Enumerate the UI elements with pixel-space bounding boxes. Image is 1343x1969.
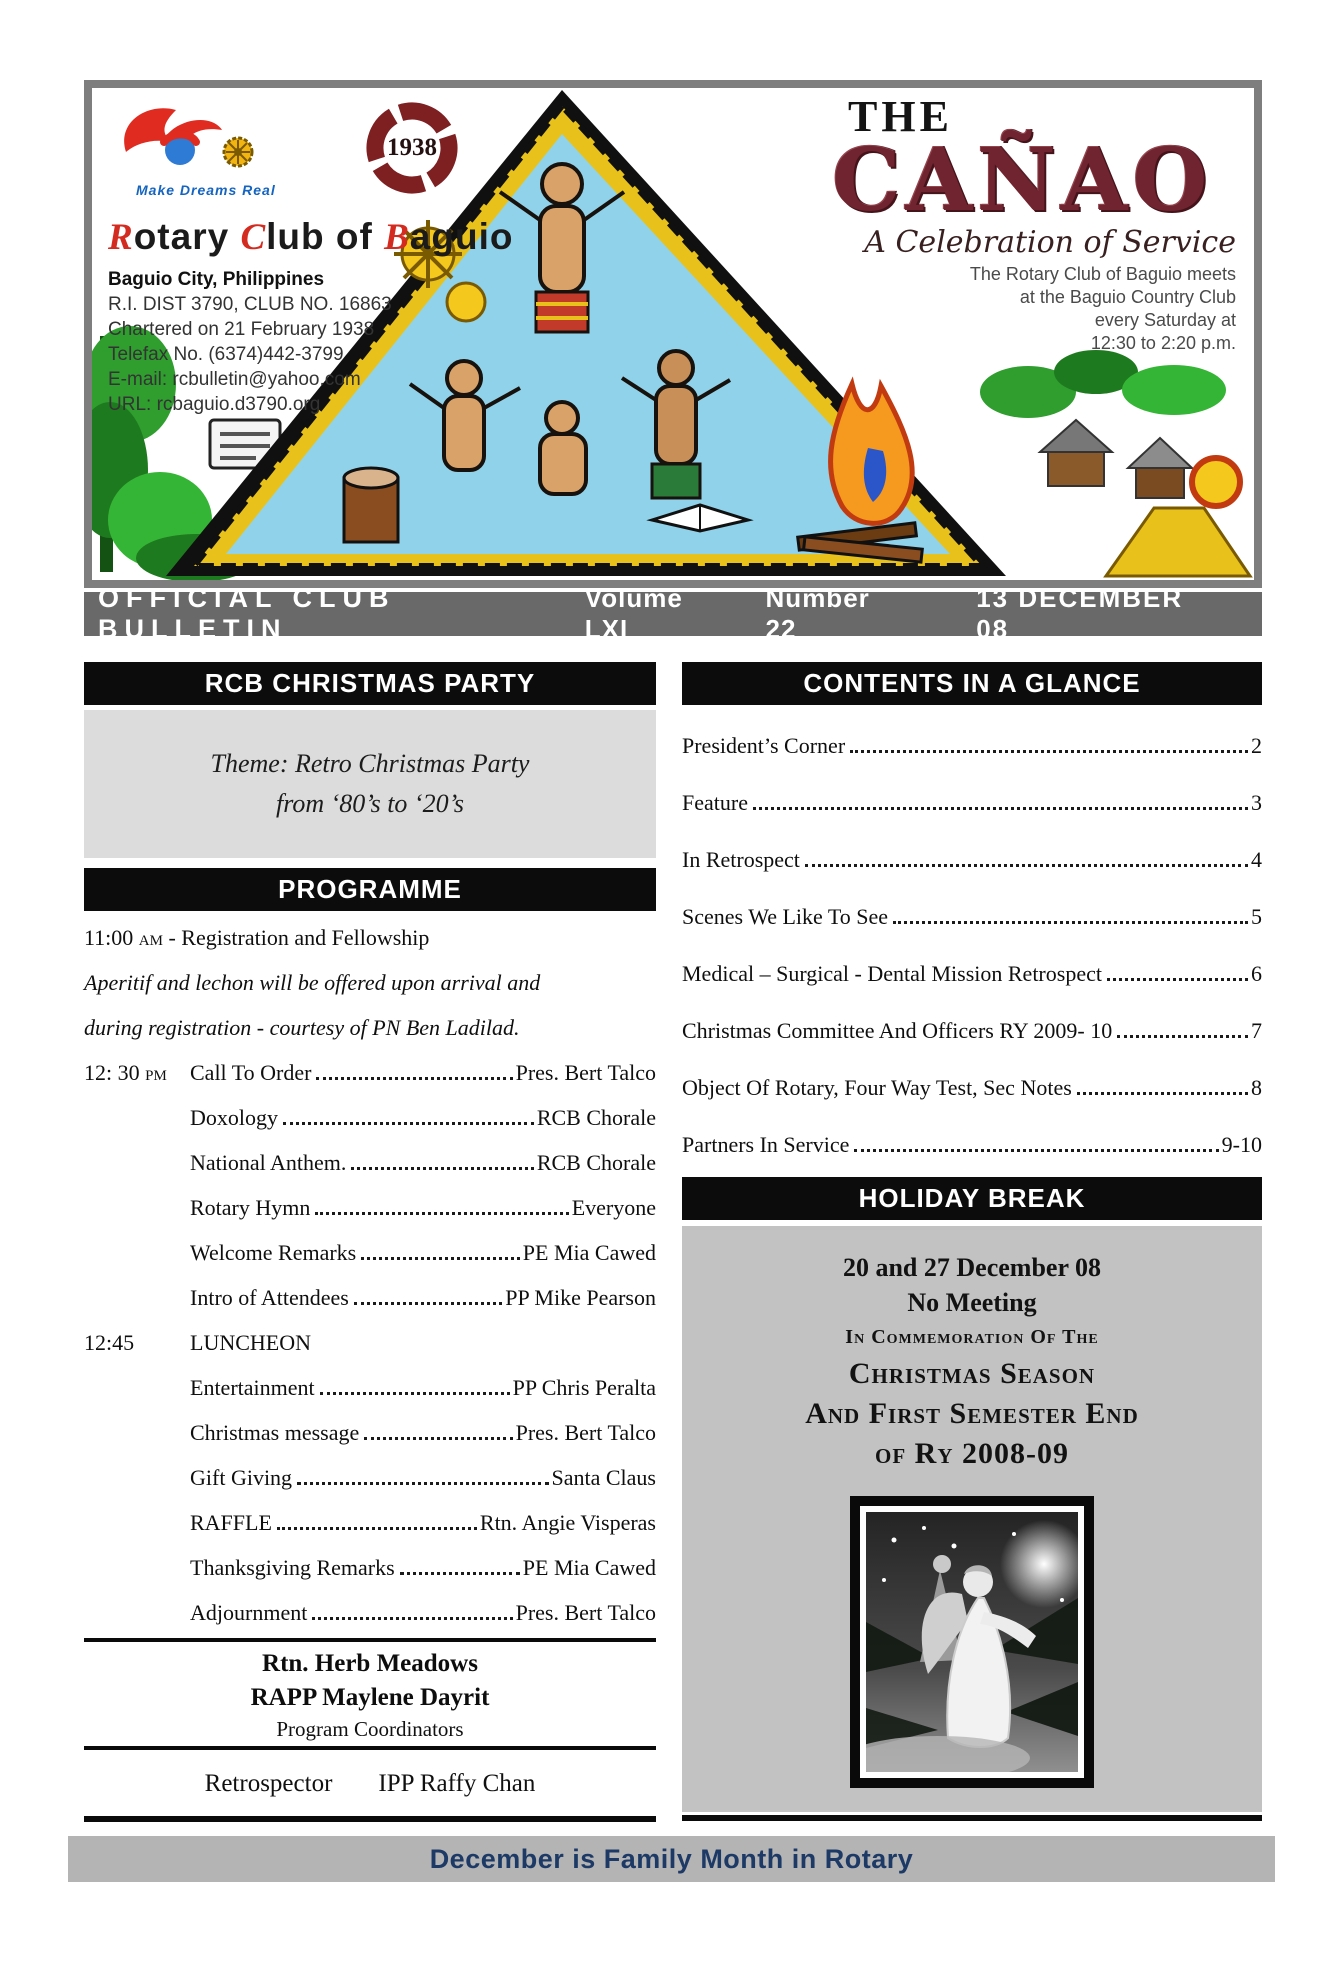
dot-leader bbox=[1077, 1092, 1248, 1095]
toc-page-number: 2 bbox=[1251, 733, 1262, 758]
programme-row bbox=[84, 1230, 656, 1275]
programme-person: PE Mia Cawed bbox=[522, 1240, 656, 1265]
toc-label: In Retrospect bbox=[682, 847, 800, 872]
club-info-line: E-mail: rcbulletin@yahoo.com bbox=[108, 369, 361, 390]
contents-header: CONTENTS IN A GLANCE bbox=[682, 662, 1262, 705]
footer-bar bbox=[68, 1836, 1275, 1882]
programme-person: Pres. Bert Talco bbox=[515, 1600, 656, 1625]
toc-page-number: 4 bbox=[1251, 847, 1262, 872]
programme-time: 12: 30 pm bbox=[84, 1060, 167, 1085]
holiday-box bbox=[682, 1226, 1262, 1812]
christmas-party-header: RCB CHRISTMAS PARTY bbox=[84, 662, 656, 705]
rotary-wheel-icon bbox=[224, 138, 252, 166]
dot-leader bbox=[351, 1167, 533, 1170]
bottom-rule bbox=[84, 1816, 656, 1822]
meeting-info-line: The Rotary Club of Baguio meets bbox=[969, 264, 1236, 284]
programme-person: Santa Claus bbox=[551, 1465, 656, 1490]
meeting-info-line: 12:30 to 2:20 p.m. bbox=[1090, 333, 1236, 353]
dot-leader bbox=[277, 1527, 477, 1530]
bulletin-title-the: THE bbox=[848, 92, 953, 141]
programme-intro bbox=[84, 915, 656, 960]
programme-person: PP Mike Pearson bbox=[505, 1285, 656, 1310]
programme-time: 12:45 bbox=[84, 1330, 135, 1355]
toc-label: Scenes We Like To See bbox=[682, 904, 889, 929]
dot-leader bbox=[1117, 1035, 1248, 1038]
meeting-info bbox=[832, 263, 1236, 355]
toc-row bbox=[682, 1116, 1262, 1173]
holiday-line-3: In Commemoration Of The bbox=[845, 1326, 1099, 1348]
holiday-line-4: Christmas Season bbox=[848, 1357, 1096, 1390]
charter-year: 1938 bbox=[387, 134, 437, 161]
logo-row bbox=[108, 96, 598, 208]
programme-activity: Entertainment bbox=[190, 1375, 315, 1400]
coordinators-block bbox=[84, 1645, 656, 1743]
programme-row bbox=[84, 1545, 656, 1590]
mdr-tagline: Make Dreams Real bbox=[136, 182, 276, 198]
right-column bbox=[682, 662, 1262, 1824]
divider-rule bbox=[84, 1746, 656, 1750]
dot-leader bbox=[893, 921, 1248, 924]
toc-row bbox=[682, 888, 1262, 945]
toc-list bbox=[682, 717, 1262, 1173]
bulletin-title: CAÑAO bbox=[832, 130, 1213, 231]
programme-activity: National Anthem. bbox=[190, 1150, 347, 1175]
dot-leader bbox=[400, 1572, 520, 1575]
wordmark-initial: C bbox=[240, 217, 267, 258]
banner-volume: Volume LXI bbox=[584, 583, 683, 644]
programme-activity: LUNCHEON bbox=[190, 1330, 311, 1355]
programme-person: Everyone bbox=[571, 1195, 656, 1220]
toc-page-number: 8 bbox=[1251, 1075, 1262, 1100]
bulletin-banner bbox=[84, 583, 1262, 644]
programme-activity: Christmas message bbox=[190, 1420, 360, 1445]
programme-activity: Call To Order bbox=[190, 1060, 312, 1085]
programme-row bbox=[84, 1275, 656, 1320]
dot-leader bbox=[297, 1482, 548, 1485]
programme-row bbox=[84, 1320, 656, 1365]
coordinators-role: Program Coordinators bbox=[276, 1717, 464, 1741]
dot-leader bbox=[312, 1617, 512, 1620]
programme-person: RCB Chorale bbox=[536, 1105, 656, 1130]
bottom-rule bbox=[682, 1815, 1262, 1821]
dot-leader bbox=[316, 1077, 512, 1080]
left-column bbox=[84, 662, 656, 1825]
programme-row bbox=[84, 1185, 656, 1230]
programme-activity: Welcome Remarks bbox=[190, 1240, 357, 1265]
club-info-line: URL: rcbaguio.d3790.org bbox=[108, 394, 321, 415]
wordmark-segment: otary bbox=[133, 216, 241, 257]
club-info-line: Chartered on 21 February 1938 bbox=[108, 319, 375, 340]
toc-page-number: 5 bbox=[1251, 904, 1262, 929]
toc-row bbox=[682, 774, 1262, 831]
programme-activity: Intro of Attendees bbox=[190, 1285, 349, 1310]
programme-list bbox=[84, 915, 656, 1635]
programme-header: PROGRAMME bbox=[84, 868, 656, 911]
toc-row bbox=[682, 1002, 1262, 1059]
banner-label: OFFICIAL CLUB BULLETIN bbox=[98, 583, 396, 644]
photo-frame bbox=[850, 1496, 1094, 1788]
programme-person: Rtn. Angie Visperas bbox=[479, 1510, 656, 1535]
programme-person: RCB Chorale bbox=[536, 1150, 656, 1175]
holiday-line-6: of Ry 2008-09 bbox=[875, 1437, 1069, 1470]
banner-number: Number 22 bbox=[765, 583, 870, 644]
programme-activity: Doxology bbox=[190, 1105, 278, 1130]
wordmark-segment: aguio bbox=[409, 216, 514, 257]
dot-leader bbox=[854, 1149, 1218, 1152]
toc-page-number: 6 bbox=[1251, 961, 1262, 986]
wordmark-initial: R bbox=[108, 217, 134, 258]
programme-activity: RAFFLE bbox=[190, 1510, 272, 1535]
retrospector-row bbox=[84, 1753, 656, 1813]
toc-page-number: 7 bbox=[1251, 1018, 1262, 1043]
dot-leader bbox=[1107, 978, 1248, 981]
toc-label: Object Of Rotary, Four Way Test, Sec Notes bbox=[682, 1075, 1072, 1100]
dot-leader bbox=[283, 1122, 534, 1125]
holiday-line-2: No Meeting bbox=[907, 1288, 1037, 1317]
programme-note-2: during registration - courtesy of PN Ben Ladilad. bbox=[84, 1015, 520, 1040]
programme-activity: Adjournment bbox=[190, 1600, 308, 1625]
footer-text: December is Family Month in Rotary bbox=[429, 1843, 914, 1874]
bulletin-subtitle: A Celebration of Service bbox=[864, 225, 1236, 260]
programme-row bbox=[84, 1500, 656, 1545]
dot-leader bbox=[320, 1392, 510, 1395]
programme-row bbox=[84, 1410, 656, 1455]
programme-activity: Gift Giving bbox=[190, 1465, 293, 1490]
toc-label: Partners In Service bbox=[682, 1132, 850, 1157]
programme-row bbox=[84, 1590, 656, 1635]
programme-person: PP Chris Peralta bbox=[512, 1375, 656, 1400]
club-info-line: R.I. DIST 3790, CLUB NO. 16863 bbox=[108, 294, 392, 315]
retrospector-name: IPP Raffy Chan bbox=[378, 1770, 536, 1797]
programme-intro-text: - Registration and Fellowship bbox=[168, 925, 430, 950]
programme-row bbox=[84, 1365, 656, 1410]
club-info-line: Baguio City, Philippines bbox=[108, 269, 325, 290]
programme-activity: Rotary Hymn bbox=[190, 1195, 311, 1220]
theme-line-1: Theme: Retro Christmas Party bbox=[210, 749, 530, 778]
dot-leader bbox=[364, 1437, 512, 1440]
toc-row bbox=[682, 945, 1262, 1002]
holiday-header: HOLIDAY BREAK bbox=[682, 1177, 1262, 1220]
programme-person: Pres. Bert Talco bbox=[515, 1060, 656, 1085]
dot-leader bbox=[805, 864, 1248, 867]
meeting-info-line: every Saturday at bbox=[1094, 310, 1236, 330]
retrospector-label: Retrospector bbox=[204, 1770, 333, 1797]
banner-date: 13 DECEMBER 08 bbox=[976, 583, 1184, 644]
dot-leader bbox=[361, 1257, 520, 1260]
dot-leader bbox=[315, 1212, 568, 1215]
toc-row bbox=[682, 831, 1262, 888]
programme-row bbox=[84, 1140, 656, 1185]
programme-row bbox=[84, 1455, 656, 1500]
toc-label: Feature bbox=[682, 790, 748, 815]
holiday-line-5: And First Semester End bbox=[805, 1397, 1139, 1430]
toc-row bbox=[682, 717, 1262, 774]
divider-rule bbox=[84, 1638, 656, 1642]
programme-activity: Thanksgiving Remarks bbox=[190, 1555, 395, 1580]
toc-row bbox=[682, 1059, 1262, 1116]
banner-volume-group bbox=[585, 583, 904, 645]
programme-row bbox=[84, 1095, 656, 1140]
party-theme-box bbox=[84, 710, 656, 858]
meeting-info-line: at the Baguio Country Club bbox=[1019, 287, 1236, 307]
programme-intro-time: 11:00 am bbox=[84, 925, 163, 950]
club-info-line: Telefax No. (6374)442-3799 bbox=[108, 344, 344, 365]
toc-page-number: 3 bbox=[1251, 790, 1262, 815]
dot-leader bbox=[354, 1302, 502, 1305]
angel-photo bbox=[866, 1512, 1078, 1772]
programme-note-1: Aperitif and lechon will be offered upon arrival and bbox=[84, 970, 541, 995]
masthead bbox=[84, 80, 1262, 588]
masthead-left-block bbox=[108, 96, 598, 417]
make-dreams-real-logo-icon bbox=[114, 98, 284, 182]
toc-label: President’s Corner bbox=[682, 733, 846, 758]
masthead-right-block bbox=[832, 94, 1236, 355]
toc-label: Christmas Committee And Officers RY 2009- 10 bbox=[682, 1018, 1113, 1043]
programme-person: PE Mia Cawed bbox=[522, 1555, 656, 1580]
toc-page-number: 9-10 bbox=[1221, 1132, 1262, 1157]
coordinator-name-1: Rtn. Herb Meadows bbox=[262, 1650, 478, 1677]
club-wordmark bbox=[108, 216, 598, 259]
dot-leader bbox=[753, 807, 1248, 810]
coordinator-name-2: RAPP Maylene Dayrit bbox=[250, 1684, 490, 1711]
theme-line-2: from ‘80’s to ‘20’s bbox=[275, 789, 465, 818]
programme-row bbox=[84, 1050, 656, 1095]
wordmark-initial: B bbox=[384, 217, 410, 258]
club-info bbox=[108, 267, 598, 417]
toc-label: Medical – Surgical - Dental Mission Retrospect bbox=[682, 961, 1102, 986]
holiday-line-1: 20 and 27 December 08 bbox=[842, 1253, 1102, 1282]
wordmark-segment: lub of bbox=[266, 216, 385, 257]
programme-person: Pres. Bert Talco bbox=[515, 1420, 656, 1445]
dot-leader bbox=[850, 750, 1248, 753]
village-art bbox=[980, 350, 1250, 576]
